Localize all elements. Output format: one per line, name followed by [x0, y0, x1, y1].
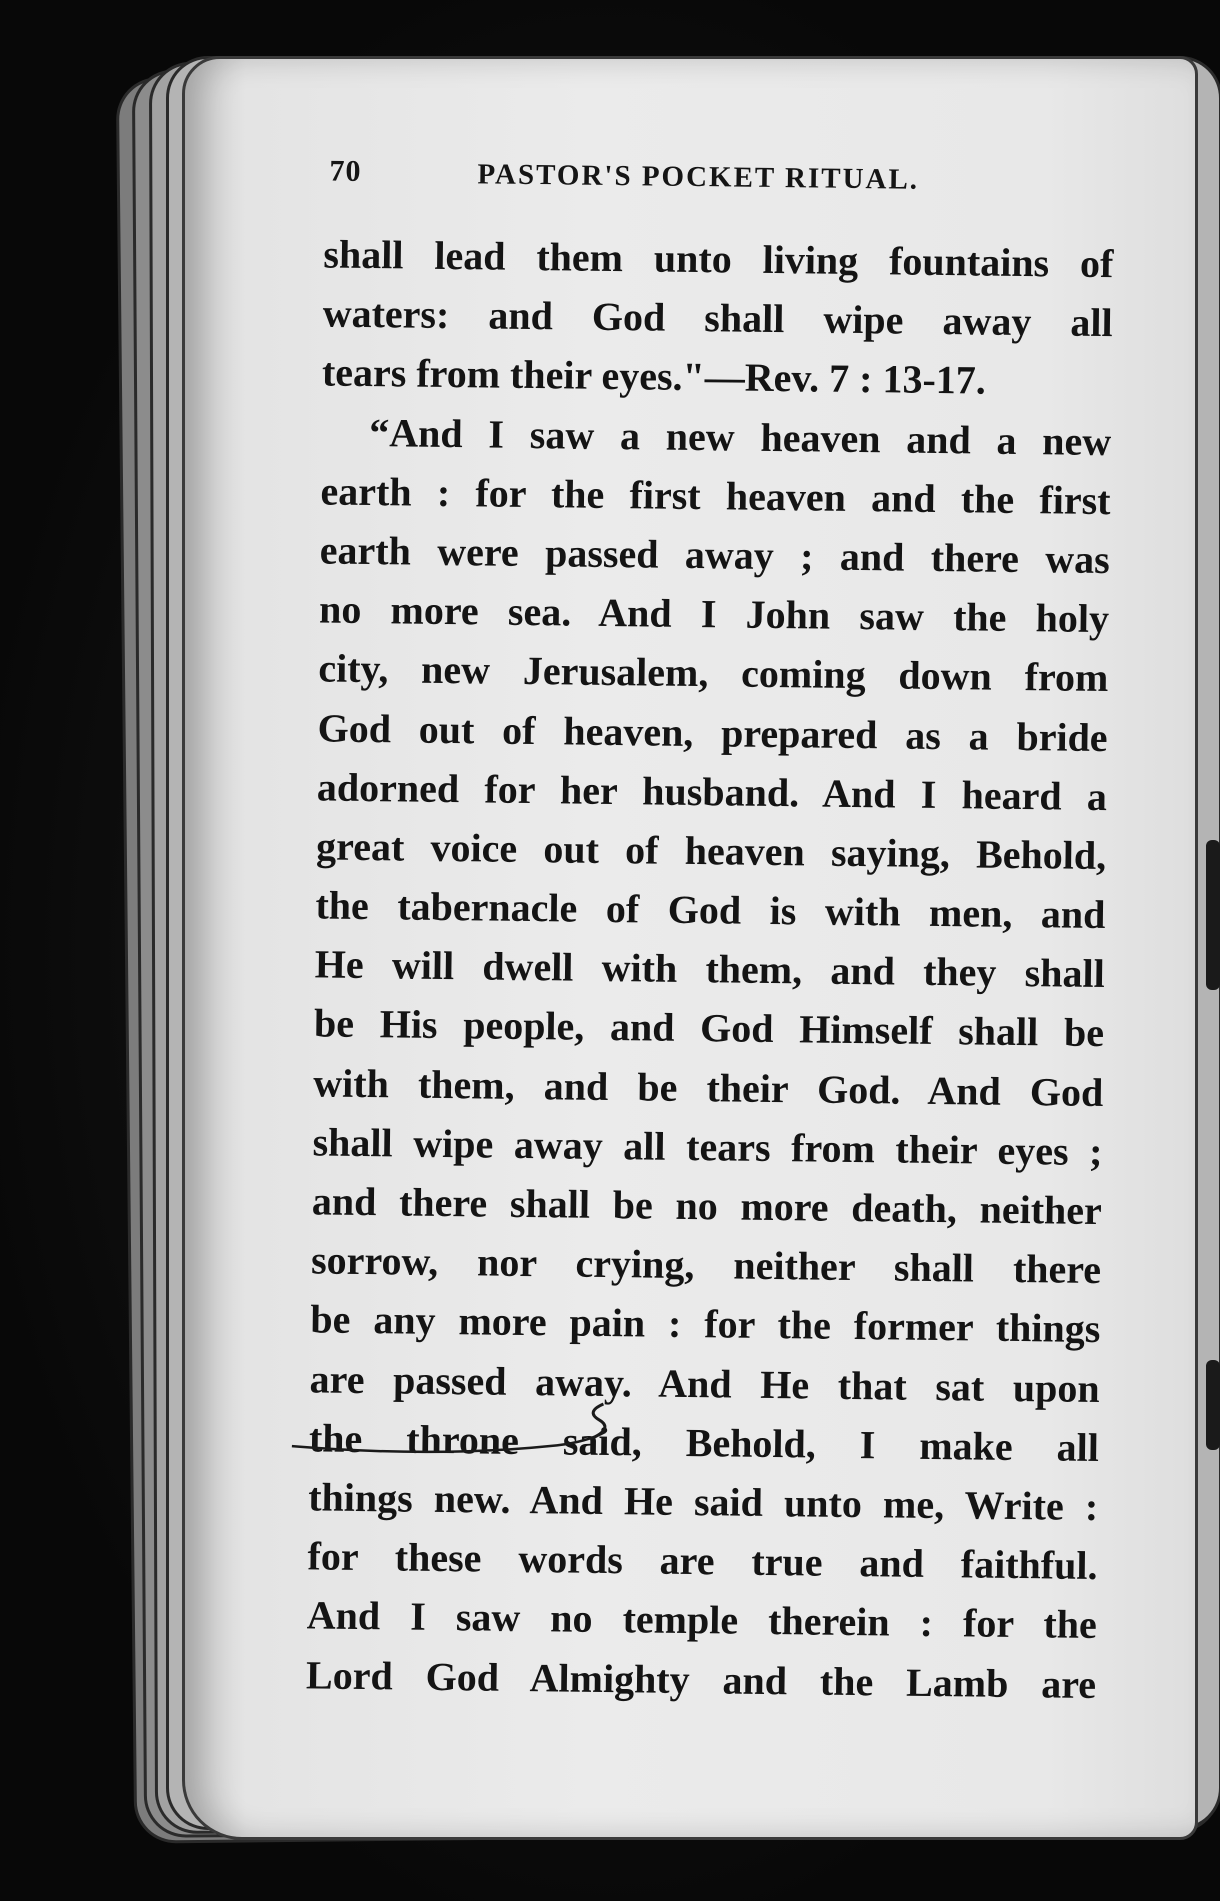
- text-line: great voice out of heaven saying, Behold,: [315, 823, 1107, 878]
- text-line: sorrow, nor crying, neither shall there: [310, 1237, 1102, 1293]
- text-line: God out of heaven, prepared as a bride: [317, 704, 1108, 760]
- text-line: shall lead them unto living fountains of: [323, 231, 1114, 287]
- running-head: PASTOR'S POCKET RITUAL.: [477, 158, 920, 196]
- text-line: city, new Jerusalem, coming down from: [318, 645, 1109, 701]
- text-line: and there shall be no more death, neither: [311, 1178, 1103, 1234]
- binding-shadow: [1206, 840, 1220, 990]
- text-line: earth : for the first heaven and the first: [320, 468, 1111, 523]
- text-line: shall wipe away all tears from their eyes ;: [312, 1119, 1103, 1174]
- body-text: [306, 224, 1114, 1713]
- text-line: And I saw no temple therein : for the: [306, 1592, 1098, 1648]
- text-line: waters: and God shall wipe away all: [322, 290, 1113, 346]
- text-line: adorned for her husband. And I heard a: [316, 764, 1108, 819]
- text-line: tears from their eyes."—Rev. 7 : 13-17.: [321, 349, 987, 403]
- text-line: be any more pain : for the former things: [310, 1296, 1101, 1352]
- text-line: earth were passed away ; and there was: [319, 527, 1111, 583]
- page-header: [329, 155, 1090, 224]
- text-line: no more sea. And I John saw the holy: [318, 586, 1110, 642]
- text-line: He will dwell with them, and they shall: [314, 941, 1105, 997]
- text-line: the tabernacle of God is with men, and: [315, 882, 1106, 938]
- text-line: for these words are true and faithful.: [307, 1533, 1098, 1589]
- page-content: [174, 53, 1206, 1843]
- text-line: are passed away. And He that sat upon: [309, 1355, 1100, 1411]
- text-line: things new. And He said unto me, Write :: [307, 1474, 1099, 1529]
- page-number: 70: [329, 154, 362, 188]
- text-line: “And I saw a new heaven and a new: [369, 409, 1112, 464]
- text-line: be His people, and God Himself shall be: [313, 1000, 1105, 1056]
- text-line: Lord God Almighty and the Lamb are: [305, 1651, 1097, 1707]
- binding-shadow: [1206, 1360, 1220, 1450]
- text-line: the throne said, Behold, I make all: [308, 1415, 1100, 1470]
- text-line: with them, and be their God. And God: [313, 1060, 1104, 1115]
- book-page: [182, 56, 1198, 1840]
